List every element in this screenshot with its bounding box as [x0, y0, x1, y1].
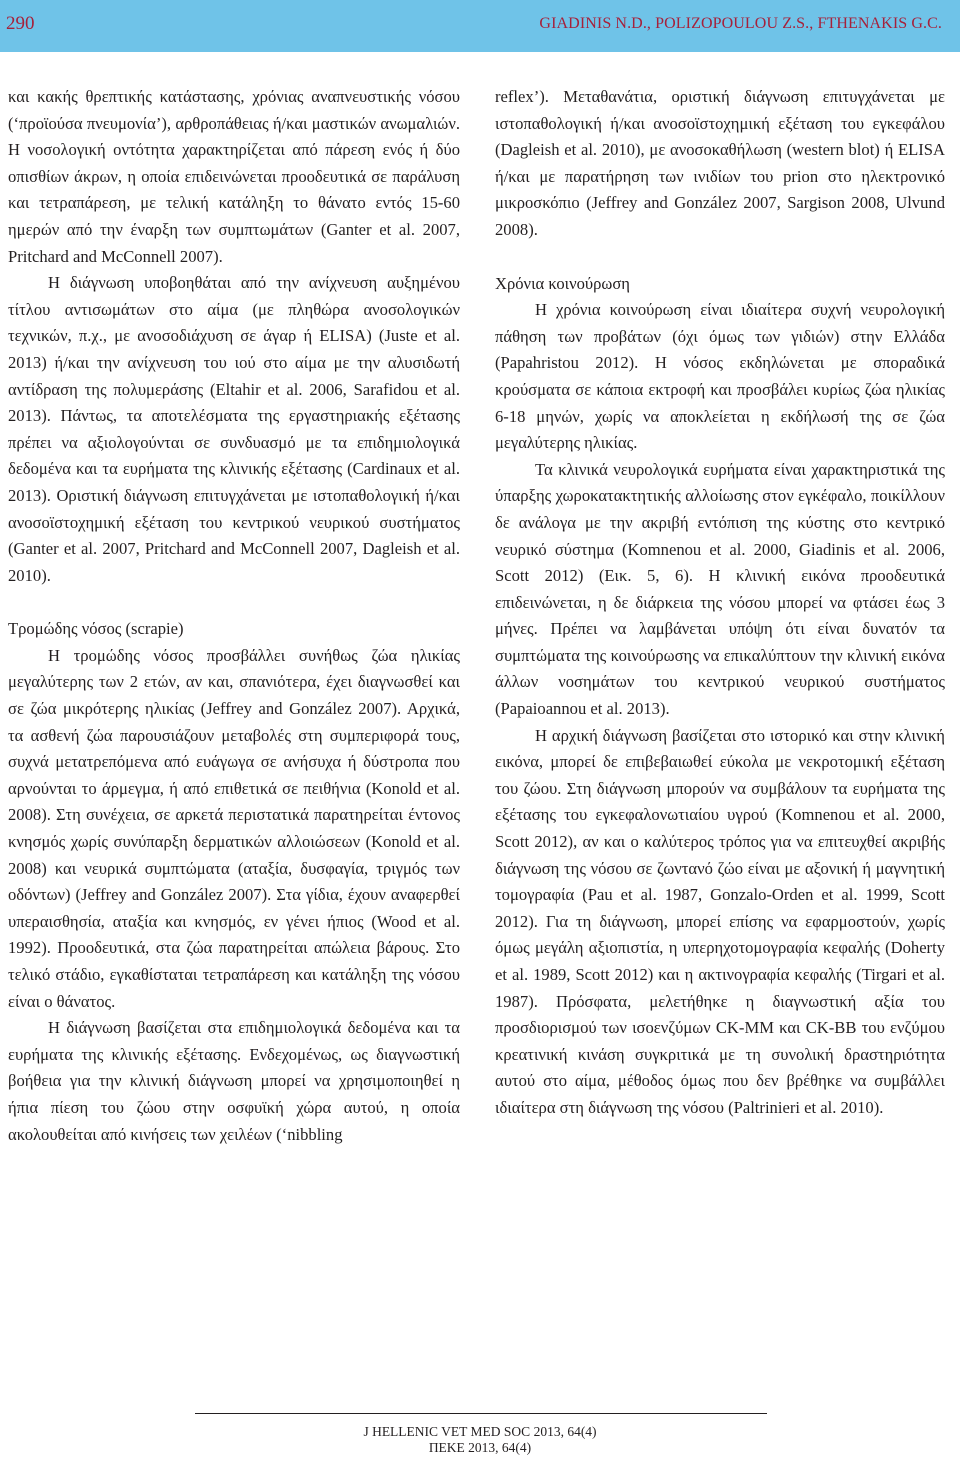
- paragraph: Η χρόνια κοινούρωση είναι ιδιαίτερα συχνή νευρολογική πάθηση των προβάτων (όχι όμως των γιδιών) στην Ελλάδα (Papahristou 2012). Η νόσος εκδηλώνεται με σποραδικά κρούσματα σε κάποια εκτροφή και προσβάλει κυρίως ζώα ηλικίας 6-18 μηνών, χωρίς να αποκλείεται η εκδήλωσή της σε ζώα μεγαλύτερης ηλικίας.: [495, 300, 945, 453]
- paragraph: και κακής θρεπτικής κατάστασης, χρόνιας αναπνευστικής νόσου (‘προϊούσα πνευμονία’), αρθροπάθειας ή/και μαστικών ανωμαλιών. Η νοσολογική οντότητα χαρακτηρίζεται από πάρεση ενός ή δύο οπισθίων άκρων, η οποία επιδεινώνεται προοδευτικά σε παράλυση και τετραπάρεση, με τελική κατάληξη το θάνατο εντός 15-60 ημερών από την έναρξη των συμπτωμάτων (Ganter et al. 2007, Pritchard and McConnell 2007).: [8, 87, 460, 266]
- footer-journal-greek: ΠΕΚΕ 2013, 64(4): [428, 1440, 532, 1455]
- right-column: [495, 84, 945, 1122]
- left-column: [8, 84, 460, 1148]
- paragraph: Η τρομώδης νόσος προσβάλλει συνήθως ζώα ηλικίας μεγαλύτερης των 2 ετών, αν και, σπανιότερα, έχει διαγνωσθεί και σε ζώα μικρότερης ηλικίας (Jeffrey and González 2007). Αρχικά, τα ασθενή ζώα παρουσιάζουν μεταβολές στη συμπεριφορά τους, συχνά μετατρεπόμενα από ευάγωγα σε ανήσυχα ή δύστροπα που αρνούνται το άρμεγμα, ή από επιθετικά σε πειθήνια (Konold et al. 2008). Στη συνέχεια, σε αρκετά περιστατικά παρατηρείται έντονος κνησμός χωρίς συνύπαρξη δερματικών αλλοιώσεων (Konold et al. 2008) και νευρικά συμπτώματα (αταξία, δυσφαγία, τριγμός των οδόντων) (Jeffrey and González 2007). Στα γίδια, έχουν αναφερθεί υπεραισθησία, αταξία και κνησμός, εν γένει ήπιος (Wood et al. 1992). Προοδευτικά, στα ζώα παρατηρείται απώλεια βάρους. Στο τελικό στάδιο, εγκαθίσταται τετραπάρεση και κατάληξη της νόσου είναι ο θάνατος.: [8, 645, 460, 1011]
- page-number: 290: [6, 13, 35, 34]
- paragraph: Η διάγνωση υποβοηθάται από την ανίχνευση αυξημένου τίτλου αντισωμάτων στο αίμα (με πληθώρα ανοσολογικών τεχνικών, π.χ., με ανοσοδιάχυση σε άγαρ ή ELISA) (Juste et al. 2013) ή/και την ανίχνευση του ιού στο αίμα με την αλυσιδωτή αντίδραση της πολυμεράσης (Eltahir et al. 2006, Sarafidou et al. 2013). Πάντως, τα αποτελέσματα της εργαστηριακής εξέτασης πρέπει να αξιολογούνται σε συνδυασμό με τα επιδημιολογικά δεδομένα και τα ευρήματα της κλινικής εξέτασης (Cardinaux et al. 2013). Οριστική διάγνωση επιτυγχάνεται με ιστοπαθολογική ή/και ανοσοϊστοχημική εξέταση του κεντρικού νευρικού συστήματος (Ganter et al. 2007, Pritchard and McConnell 2007, Dagleish et al. 2010).: [8, 273, 460, 585]
- paragraph: reflex’). Μεταθανάτια, οριστική διάγνωση επιτυγχάνεται με ιστοπαθολογική ή/και ανοσοϊστοχημική εξέταση του εγκεφάλου (Dagleish et al. 2010), με ανοσοκαθήλωση (western blot) ή ELISA ή/και με παρατήρηση των ινιδίων του prion στο ηλεκτρονικό μικροσκόπιο (Jeffrey and González 2007, Sargison 2008, Ulvund 2008).: [495, 87, 945, 239]
- header-band: [0, 0, 960, 52]
- spacer: [495, 244, 945, 271]
- spacer: [8, 589, 460, 616]
- paragraph: Η αρχική διάγνωση βασίζεται στο ιστορικό και στην κλινική εικόνα, μπορεί δε επιβεβαιωθεί εύκολα με νεκροτομική εξέταση του ζώου. Στη διάγνωση μπορούν να συμβάλουν τα ευρήματα της εξέτασης του εγκεφαλονωτιαίου υγρού (Komnenou et al. 2000, Scott 2012), αν και ο καλύτερος τρόπος για να επιτευχθεί ακριβής διάγνωση της νόσου σε ζωντανό ζώο είναι με αξονική ή μαγνητική τομογραφία (Pau et al. 1987, Gonzalo-Orden et al. 1999, Scott 2012). Για τη διάγνωση, μπορεί επίσης να εφαρμοστούν, χωρίς όμως μεγάλη αξιοπιστία, η υπερηχοτομογραφία κεφαλής (Doherty et al. 1989, Scott 2012) και η ακτινογραφία κεφαλής (Tirgari et al. 1987). Πρόσφατα, μελετήθηκε η διαγνωστική αξία του προσδιορισμού των ισοενζύμων CK-MM και CK-BB του ενζύμου κρεατινική κινάση συγκριτικά με τη συνολική δραστηριότητα αυτού στο αίμα, μέθοδος όμως που δεν βρέθηκε να συμβάλλει ιδιαίτερα στη διάγνωση της νόσου (Paltrinieri et al. 2010).: [495, 725, 945, 1117]
- footer-rule: [195, 1413, 767, 1414]
- paragraph: Η διάγνωση βασίζεται στα επιδημιολογικά δεδομένα και τα ευρήματα της κλινικής εξέτασης. Ενδεχομένως, ως διαγνωστική βοήθεια για την κλινική διάγνωση μπορεί να χρησιμοποιηθεί η ήπια πίεση του ζώου στην οσφυϊκή χώρα αυτού, η οποία ακολουθείται από κινήσεις των χειλέων (‘nibbling: [8, 1018, 460, 1144]
- running-head-authors: GIADINIS N.D., POLIZOPOULOU Z.S., FTHENAKIS G.C.: [539, 15, 942, 32]
- paragraph: Τα κλινικά νευρολογικά ευρήματα είναι χαρακτηριστικά της ύπαρξης χωροκατακτητικής αλλοίωσης στον εγκέφαλο, ποικίλλουν δε ανάλογα με την ακριβή εντόπιση της κύστης στο κεντρικό νευρικό σύστημα (Komnenou et al. 2000, Giadinis et al. 2006, Scott 2012) (Εικ. 5, 6). Η κλινική εικόνα προοδευτικά επιδεινώνεται, η δε διάρκεια της νόσου μπορεί να φτάσει έως 3 μήνες. Πρέπει να λαμβάνεται υπόψη ότι είναι δυνατόν τα συμπτώματα της κοινούρωσης να επικαλύπτουν την κλινική εικόνα άλλων νοσημάτων του κεντρικού νευρικού συστήματος (Papaioannou et al. 2013).: [495, 459, 945, 719]
- section-heading: Τρομώδης νόσος (scrapie): [8, 619, 184, 639]
- section-heading: Χρόνια κοινούρωση: [495, 273, 630, 293]
- footer-journal: J HELLENIC VET MED SOC 2013, 64(4): [363, 1424, 597, 1439]
